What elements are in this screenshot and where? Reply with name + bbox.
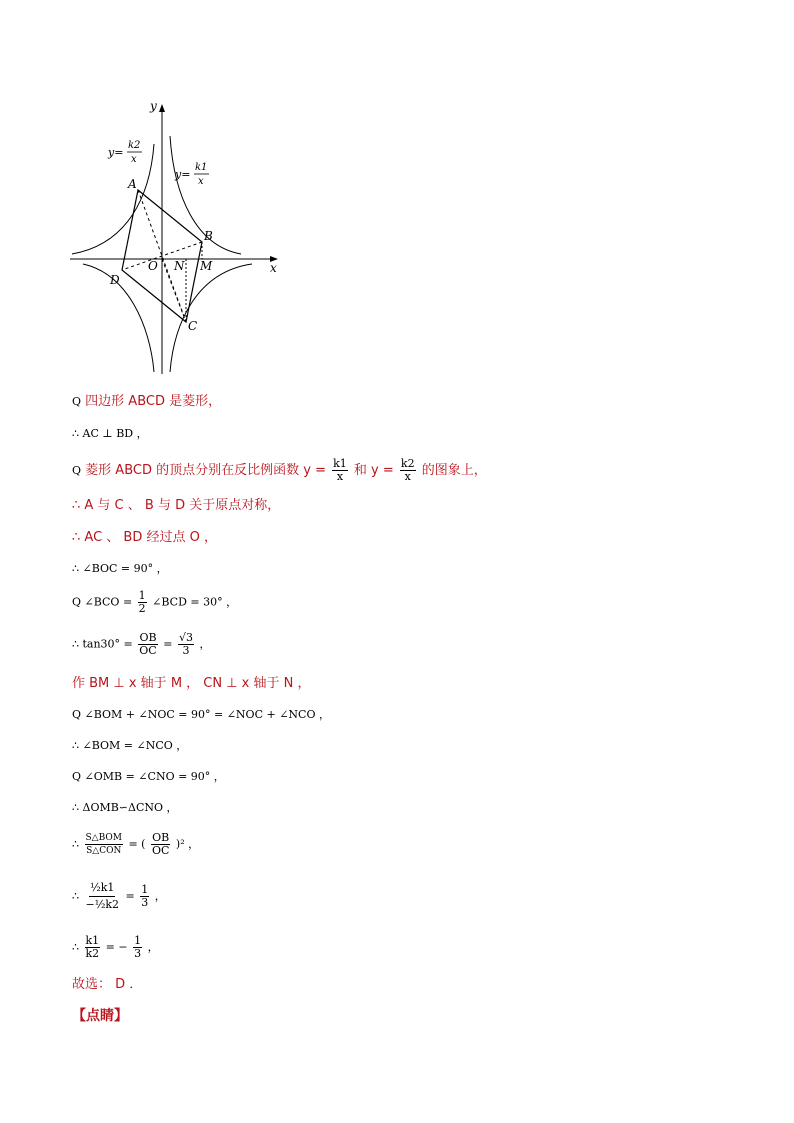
solution-line-13 xyxy=(72,798,178,818)
line-6-text: ∴ ∠BOC = 90° ， xyxy=(72,562,168,575)
fraction-k1-over-k2 xyxy=(85,935,101,960)
frac-num: 1 xyxy=(134,934,142,947)
line-7-text-b: ∠BCD = 30° ， xyxy=(152,595,238,609)
line-3-text-b: 和 y = xyxy=(353,463,394,478)
solution-line-1 xyxy=(72,392,221,412)
solution-line-9 xyxy=(72,674,311,694)
line-13-text: ∴ ΔOMB∽ΔCNO ， xyxy=(72,801,178,814)
line-14-text-b: = ( xyxy=(128,837,146,851)
because-symbol: Q xyxy=(72,395,82,408)
line-3-text-c: 的图象上， xyxy=(421,463,487,478)
line-10-text: Q ∠BOM + ∠NOC = 90° = ∠NOC + ∠NCO ， xyxy=(72,708,330,721)
fraction-k1-x xyxy=(332,458,348,483)
line-14-text-c: )² ， xyxy=(175,837,200,851)
coordinate-figure xyxy=(66,96,286,378)
line-2-text: ∴ AC ⊥ BD ， xyxy=(72,427,148,440)
solution-line-7 xyxy=(72,590,237,615)
line-7-text-a: Q ∠BCO = xyxy=(72,595,133,609)
fraction-root3-3 xyxy=(178,632,194,657)
label-D: D xyxy=(110,273,120,287)
label-C: C xyxy=(188,319,198,333)
frac-den: x xyxy=(336,470,344,483)
frac-num: k1 xyxy=(85,934,100,947)
fraction-one-third xyxy=(140,884,149,909)
line-11-text: ∴ ∠BOM = ∠NCO ， xyxy=(72,739,188,752)
line-15-text-a: ∴ xyxy=(72,889,79,903)
frac-num: √3 xyxy=(178,631,193,644)
curve1-label-num: k1 xyxy=(195,162,208,173)
frac-den: 3 xyxy=(182,644,190,657)
frac-den: x xyxy=(404,470,411,483)
solution-line-6 xyxy=(72,559,168,579)
solution-line-15 xyxy=(72,880,166,913)
solution-line-18 xyxy=(72,1006,128,1027)
label-B: B xyxy=(204,229,213,243)
curve-k2-branch-2 xyxy=(72,144,154,254)
solution-line-2 xyxy=(72,424,148,444)
frac-den: S△CON xyxy=(86,846,122,856)
line-16-text-b: = − xyxy=(105,940,128,954)
frac-den: 2 xyxy=(138,602,146,615)
curve-k2-branch-4 xyxy=(170,264,252,372)
curve2-label-lhs: y= xyxy=(108,146,124,159)
line-3-text-a: 菱形 ABCD 的顶点分别在反比例函数 y = xyxy=(85,463,326,478)
fraction-area-ratio xyxy=(85,832,123,857)
frac-num: 1 xyxy=(141,883,149,896)
solution-line-16 xyxy=(72,935,159,960)
solution-line-5 xyxy=(72,528,217,548)
line-8-eq: = xyxy=(163,637,173,651)
because-symbol: Q xyxy=(72,464,82,477)
solution-line-8 xyxy=(72,632,210,657)
line-9-text: 作 BM ⊥ x 轴于 M ， CN ⊥ x 轴于 N ， xyxy=(72,676,311,691)
curve1-label-den: x xyxy=(198,176,204,187)
curve2-label-den: x xyxy=(131,154,137,165)
curve2-label-num: k2 xyxy=(128,140,141,151)
label-A: A xyxy=(128,177,137,191)
line-16-text-c: ， xyxy=(147,940,159,954)
frac-num: k2 xyxy=(400,457,415,470)
line-1-text: 四边形 ABCD 是菱形， xyxy=(85,394,222,409)
frac-den: OC xyxy=(139,644,157,657)
solution-line-3 xyxy=(72,458,487,483)
fraction-one-third xyxy=(133,935,142,960)
solution-line-10 xyxy=(72,705,330,725)
line-12-text: Q ∠OMB = ∠CNO = 90° ， xyxy=(72,770,225,783)
fraction-k2-x xyxy=(400,458,416,483)
solution-line-17 xyxy=(72,975,142,995)
line-4-text: ∴ A 与 C 、 B 与 D 关于原点对称， xyxy=(72,498,281,513)
fraction-OB-OC xyxy=(151,832,170,857)
line-15-text-c: ， xyxy=(154,889,166,903)
frac-num: S△BOM xyxy=(85,833,122,843)
solution-line-14 xyxy=(72,832,199,857)
frac-den: OC xyxy=(151,844,170,857)
frac-den: 3 xyxy=(141,896,149,909)
frac-num: OB xyxy=(139,631,157,644)
solution-line-12 xyxy=(72,767,225,787)
line-15-text-b: = xyxy=(125,889,135,903)
frac-num: ½k1 xyxy=(89,880,115,897)
frac-den: −½k2 xyxy=(85,898,120,911)
label-N: N xyxy=(174,259,185,273)
solution-line-11 xyxy=(72,736,187,756)
label-M: M xyxy=(200,259,213,273)
line-8-text-a: ∴ tan30° = xyxy=(72,637,133,651)
line-8-end: ， xyxy=(199,637,211,651)
frac-num: k1 xyxy=(333,457,347,470)
frac-den: k2 xyxy=(85,947,100,960)
fraction-OB-OC xyxy=(138,632,157,657)
y-axis-arrow xyxy=(159,104,165,112)
answer-text: 故选： D ． xyxy=(72,977,143,992)
curve1-label-lhs: y= xyxy=(175,168,191,181)
frac-den: 3 xyxy=(134,947,142,960)
label-y: y xyxy=(150,99,157,113)
frac-num: OB xyxy=(152,831,170,844)
line-16-text-a: ∴ xyxy=(72,940,79,954)
section-heading-dianjing: 【点睛】 xyxy=(72,1008,128,1024)
fraction-one-half xyxy=(138,590,147,615)
frac-num: 1 xyxy=(138,589,146,602)
fraction-k1-k2-halves xyxy=(85,880,121,913)
line-5-text: ∴ AC 、 BD 经过点 O ， xyxy=(72,530,217,545)
line-14-text-a: ∴ xyxy=(72,837,79,851)
label-O: O xyxy=(148,259,158,273)
label-x: x xyxy=(270,261,277,275)
solution-line-4 xyxy=(72,496,280,516)
